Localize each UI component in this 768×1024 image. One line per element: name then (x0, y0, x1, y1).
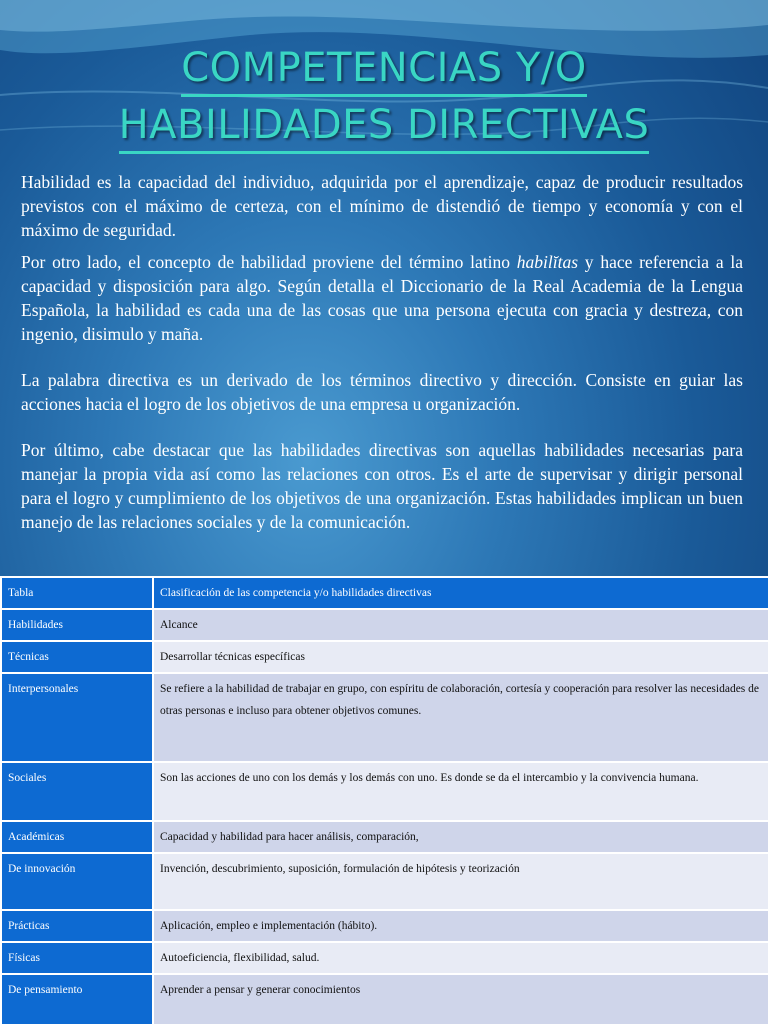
table-row (1, 673, 768, 762)
classification-table (0, 576, 768, 1024)
table-row (1, 910, 768, 942)
classification-table-container (0, 576, 768, 1024)
table-row (1, 853, 768, 910)
title-line-1: COMPETENCIAS Y/O (181, 42, 587, 97)
page-title (0, 40, 768, 154)
row-value: Se refiere a la habilidad de trabajar en grupo, con espíritu de colaboración, cortesía y cooperación para resolver las necesidades de otras personas e incluso para obtener objetivos comunes. (153, 673, 768, 762)
row-label: Interpersonales (1, 673, 153, 762)
paragraph-origen-end: y hace referencia a la capacidad y disposición para algo. Según detalla el Diccionario de la Real Academia de la Lengua Española, la habilidad es cada una de las cosas que una persona ejecuta con gracia y destreza, con ingenio, disimulo y maña. (21, 252, 743, 344)
row-value: Alcance (153, 609, 768, 641)
table-row (1, 609, 768, 641)
paragraph-origen-start: Por otro lado, el concepto de habilidad proviene del término latino (21, 252, 517, 272)
table-row (1, 942, 768, 974)
row-value: Aprender a pensar y generar conocimientos (153, 974, 768, 1024)
row-value: Autoeficiencia, flexibilidad, salud. (153, 942, 768, 974)
paragraph-origen (21, 250, 743, 346)
table-row (1, 762, 768, 821)
row-value: Invención, descubrimiento, suposición, formulación de hipótesis y teorización (153, 853, 768, 910)
paragraph-conclusion: Por último, cabe destacar que las habilidades directivas son aquellas habilidades necesarias para manejar la propia vida así como las relaciones con otros. Es el arte de supervisar y dirigir personal para el logro y cumplimiento de los objetivos de una organización. Estas habilidades implican un buen manejo de las relaciones sociales y de la comunicación. (21, 440, 743, 532)
row-label: Habilidades (1, 609, 153, 641)
row-value: Desarrollar técnicas específicas (153, 641, 768, 673)
table-row (1, 821, 768, 853)
row-label: Sociales (1, 762, 153, 821)
table-header-title: Clasificación de las competencia y/o habilidades directivas (153, 577, 768, 609)
title-line-2: HABILIDADES DIRECTIVAS (119, 99, 650, 154)
row-label: Físicas (1, 942, 153, 974)
table-row (1, 974, 768, 1024)
latin-term: habilĭtas (516, 252, 579, 272)
row-label: Técnicas (1, 641, 153, 673)
row-label: Académicas (1, 821, 153, 853)
row-value: Capacidad y habilidad para hacer análisis, comparación, (153, 821, 768, 853)
table-row (1, 641, 768, 673)
row-label: Prácticas (1, 910, 153, 942)
row-label: De innovación (1, 853, 153, 910)
row-label: De pensamiento (1, 974, 153, 1024)
table-header-row (1, 577, 768, 609)
row-value: Aplicación, empleo e implementación (hábito). (153, 910, 768, 942)
paragraph-habilidad: Habilidad es la capacidad del individuo, adquirida por el aprendizaje, capaz de producir resultados previstos con el máximo de certeza, con el mínimo de distendió de tiempo y economía y con el máximo de seguridad. (21, 172, 743, 240)
row-value: Son las acciones de uno con los demás y los demás con uno. Es donde se da el intercambio y la convivencia humana. (153, 762, 768, 821)
table-header-label: Tabla (1, 577, 153, 609)
body-text (21, 170, 743, 534)
paragraph-directiva: La palabra directiva es un derivado de los términos directivo y dirección. Consiste en guiar las acciones hacia el logro de los objetivos de una empresa u organización. (21, 370, 743, 414)
